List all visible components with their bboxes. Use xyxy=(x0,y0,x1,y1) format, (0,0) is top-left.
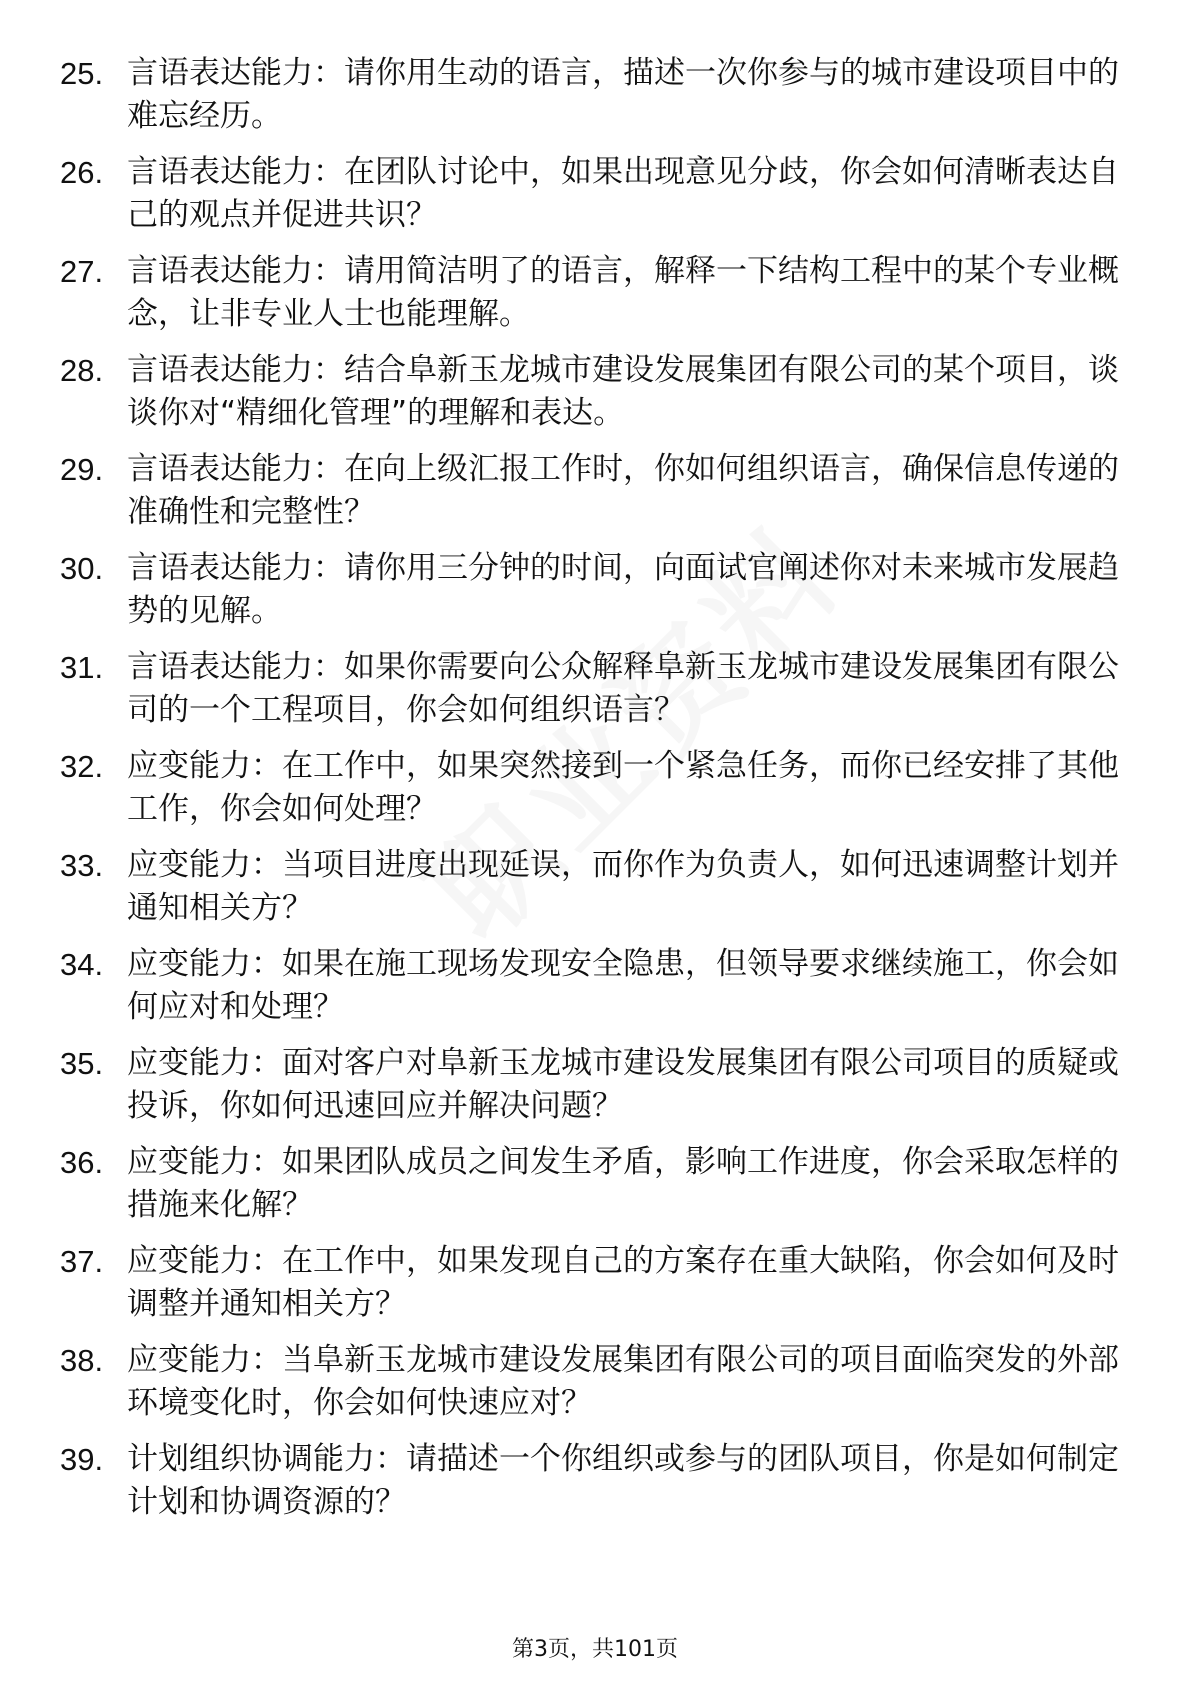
question-number: 33. xyxy=(60,848,104,883)
question-number: 36. xyxy=(60,1145,104,1180)
question-text: 应变能力：当项目进度出现延误，而你作为负责人，如何迅速调整计划并通知相关方？ xyxy=(127,847,1119,926)
question-item xyxy=(0,1240,1190,1339)
question-text: 言语表达能力：在向上级汇报工作时，你如何组织语言，确保信息传递的准确性和完整性？ xyxy=(127,451,1119,530)
question-text: 言语表达能力：请你用生动的语言，描述一次你参与的城市建设项目中的难忘经历。 xyxy=(127,55,1119,134)
question-text: 言语表达能力：结合阜新玉龙城市建设发展集团有限公司的某个项目，谈谈你对“精细化管理”的理解和表达。 xyxy=(127,352,1119,431)
question-item xyxy=(0,1339,1190,1438)
question-item xyxy=(0,943,1190,1042)
question-number: 39. xyxy=(60,1442,104,1477)
question-text: 言语表达能力：如果你需要向公众解释阜新玉龙城市建设发展集团有限公司的一个工程项目，你会如何组织语言？ xyxy=(127,649,1119,728)
question-text: 言语表达能力：请用简洁明了的语言，解释一下结构工程中的某个专业概念，让非专业人士也能理解。 xyxy=(127,253,1119,332)
question-number: 34. xyxy=(60,947,104,982)
question-item xyxy=(0,250,1190,349)
question-number: 27. xyxy=(60,254,104,289)
question-item xyxy=(0,448,1190,547)
question-item xyxy=(0,1042,1190,1141)
question-text: 应变能力：当阜新玉龙城市建设发展集团有限公司的项目面临突发的外部环境变化时，你会如何快速应对？ xyxy=(127,1342,1119,1421)
question-text: 应变能力：如果在施工现场发现安全隐患，但领导要求继续施工，你会如何应对和处理？ xyxy=(127,946,1119,1025)
question-number: 35. xyxy=(60,1046,104,1081)
question-number: 32. xyxy=(60,749,104,784)
question-item xyxy=(0,844,1190,943)
question-text: 应变能力：如果团队成员之间发生矛盾，影响工作进度，你会采取怎样的措施来化解？ xyxy=(127,1144,1119,1223)
question-item xyxy=(0,349,1190,448)
question-text: 应变能力：在工作中，如果发现自己的方案存在重大缺陷，你会如何及时调整并通知相关方？ xyxy=(127,1243,1119,1322)
page-footer: 第3页，共101页 xyxy=(512,1637,678,1662)
question-text: 言语表达能力：在团队讨论中，如果出现意见分歧，你会如何清晰表达自己的观点并促进共识？ xyxy=(127,154,1119,233)
question-number: 38. xyxy=(60,1343,104,1378)
question-item xyxy=(0,151,1190,250)
question-text: 应变能力：在工作中，如果突然接到一个紧急任务，而你已经安排了其他工作，你会如何处理？ xyxy=(127,748,1119,827)
question-number: 29. xyxy=(60,452,104,487)
question-item xyxy=(0,1438,1190,1537)
question-text: 计划组织协调能力：请描述一个你组织或参与的团队项目，你是如何制定计划和协调资源的？ xyxy=(127,1441,1119,1520)
question-text: 应变能力：面对客户对阜新玉龙城市建设发展集团有限公司项目的质疑或投诉，你如何迅速回应并解决问题？ xyxy=(127,1045,1119,1124)
question-item xyxy=(0,745,1190,844)
question-text: 言语表达能力：请你用三分钟的时间，向面试官阐述你对未来城市发展趋势的见解。 xyxy=(127,550,1119,629)
question-item xyxy=(0,547,1190,646)
question-item xyxy=(0,52,1190,151)
question-number: 37. xyxy=(60,1244,104,1279)
question-number: 28. xyxy=(60,353,104,388)
question-item xyxy=(0,1141,1190,1240)
question-list xyxy=(0,52,1190,1537)
question-number: 26. xyxy=(60,155,104,190)
question-number: 30. xyxy=(60,551,104,586)
question-number: 25. xyxy=(60,56,104,91)
question-number: 31. xyxy=(60,650,104,685)
question-item xyxy=(0,646,1190,745)
